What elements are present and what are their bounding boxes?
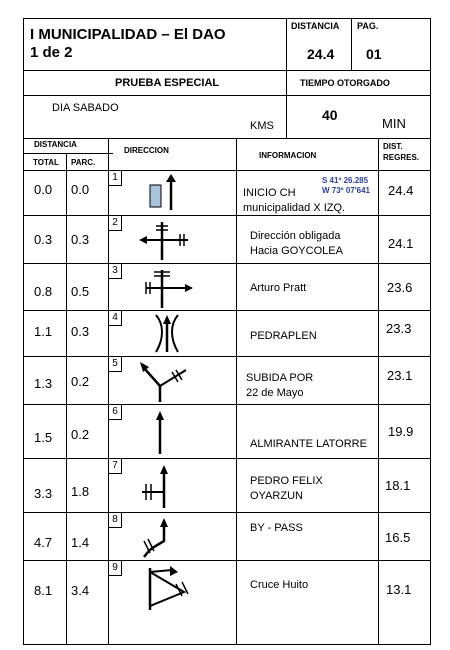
row-parc: 0.5 [71, 284, 90, 299]
row-info-line1: BY - PASS [250, 522, 303, 534]
header-divider [23, 70, 431, 71]
step-number: 4 [108, 310, 122, 326]
crossroad-straight-icon [140, 266, 195, 310]
col-dist-regres [383, 141, 419, 163]
row-total: 8.1 [34, 583, 53, 598]
page-bottom-border [23, 644, 431, 645]
step-number: 7 [108, 458, 122, 474]
row-info-line1: INICIO CH [243, 187, 296, 199]
junction-triangle-icon [140, 562, 200, 612]
row-regres: 16.5 [385, 530, 411, 545]
row-parc: 3.4 [71, 583, 90, 598]
tiempo-label: TIEMPO OTORGADO [300, 78, 390, 88]
dia-label: DIA SABADO [52, 102, 119, 114]
row-parc: 0.0 [71, 182, 90, 197]
row-total: 4.7 [34, 535, 53, 550]
row-regres: 23.1 [387, 368, 413, 383]
row-divider [23, 458, 431, 459]
row-divider [23, 560, 431, 561]
row-regres: 18.1 [385, 478, 411, 493]
start-arrow-icon [140, 172, 185, 214]
crossroad-straight-icon [138, 218, 193, 262]
row-regres: 24.1 [388, 236, 414, 251]
header-top-border [23, 18, 431, 19]
row-parc: 0.3 [71, 232, 90, 247]
gps-lat: S 41º 26.285 [322, 176, 369, 185]
row-info-line2: municipalidad X IZQ. [243, 202, 346, 214]
row-divider [23, 310, 431, 311]
col-direccion: DIRECCION [124, 146, 169, 155]
row-info [250, 437, 367, 452]
row-divider [23, 356, 431, 357]
row-regres: 23.6 [387, 280, 413, 295]
col-parc: PARC. [71, 158, 96, 167]
step-number: 3 [108, 263, 122, 279]
col-distancia: DISTANCIA [34, 140, 77, 149]
fork-left-icon [138, 358, 193, 404]
header-pag-divider [351, 18, 352, 70]
row-total: 0.0 [34, 182, 53, 197]
header-divider-2 [23, 95, 431, 96]
row-total: 1.1 [34, 324, 53, 339]
row-regres: 24.4 [388, 183, 414, 198]
row-info [250, 578, 308, 593]
col-total: TOTAL [33, 158, 59, 167]
row-parc: 0.2 [71, 427, 90, 442]
page-title [30, 26, 226, 62]
row-regres: 23.3 [386, 321, 412, 336]
row-total: 0.8 [34, 284, 53, 299]
row-info-line1: ALMIRANTE LATORRE [250, 438, 367, 450]
prueba-label: PRUEBA ESPECIAL [115, 77, 220, 89]
kms-label: KMS [250, 120, 274, 132]
row-info [250, 329, 317, 344]
row-regres: 13.1 [386, 582, 412, 597]
row-divider [23, 215, 431, 216]
row-info-line1: PEDRO FELIX [250, 475, 323, 487]
col-header-sub-divider [23, 153, 113, 154]
row-info-line1: PEDRAPLEN [250, 330, 317, 342]
row-info-line2: 22 de Mayo [246, 387, 304, 399]
col-dist-regres-2: REGRES. [383, 153, 420, 162]
page-right-border [430, 18, 431, 645]
min-label: MIN [382, 116, 406, 131]
row-info [243, 186, 345, 216]
row-divider [23, 404, 431, 405]
row-info-line1: SUBIDA POR [246, 372, 314, 384]
col-dist-regres-1: DIST. [383, 142, 403, 151]
left-road-straight-icon [138, 462, 178, 510]
embankment-road-icon [150, 312, 185, 356]
step-number: 2 [108, 215, 122, 231]
col-header-bottom [23, 170, 431, 171]
row-info [250, 229, 343, 259]
step-number: 6 [108, 404, 122, 420]
step-number: 5 [108, 356, 122, 372]
row-info [246, 371, 313, 401]
title-line-2: 1 de 2 [30, 44, 73, 61]
gps-lon: W 73º 07'641 [322, 186, 370, 195]
distancia-value: 24.4 [307, 46, 335, 62]
header-col-divider [286, 18, 287, 138]
row-info-line2: Hacia GOYCOLEA [250, 245, 343, 257]
col-informacion: INFORMACION [259, 151, 317, 160]
row-total: 3.3 [34, 486, 53, 501]
row-info [250, 521, 303, 536]
row-parc: 0.3 [71, 324, 90, 339]
row-info-line1: Dirección obligada [250, 230, 341, 242]
row-info-line1: Arturo Pratt [250, 282, 307, 294]
step-number: 9 [108, 560, 122, 576]
row-divider [23, 512, 431, 513]
row-info [250, 281, 306, 296]
page-left-border [23, 18, 24, 645]
row-total: 0.3 [34, 232, 53, 247]
row-divider [23, 263, 431, 264]
row-parc: 1.8 [71, 484, 90, 499]
distancia-label: DISTANCIA [291, 21, 340, 31]
pag-value: 01 [366, 46, 382, 62]
pag-label: PAG. [357, 21, 379, 31]
bypass-icon [138, 515, 178, 560]
col-line-total-parc [66, 153, 67, 645]
tiempo-value: 40 [322, 107, 338, 123]
step-number: 8 [108, 512, 122, 528]
row-parc: 1.4 [71, 535, 90, 550]
row-info-line1: Cruce Huito [250, 579, 309, 591]
row-regres: 19.9 [388, 424, 414, 439]
row-info-line2: OYARZUN [250, 490, 303, 502]
step-number: 1 [108, 170, 122, 186]
straight-arrow-icon [150, 408, 170, 456]
row-parc: 0.2 [71, 374, 90, 389]
title-line-1: I MUNICIPALIDAD – El DAO [30, 26, 226, 43]
row-info [250, 474, 323, 504]
row-total: 1.5 [34, 430, 53, 445]
header-bottom-border [23, 138, 431, 139]
row-total: 1.3 [34, 376, 53, 391]
